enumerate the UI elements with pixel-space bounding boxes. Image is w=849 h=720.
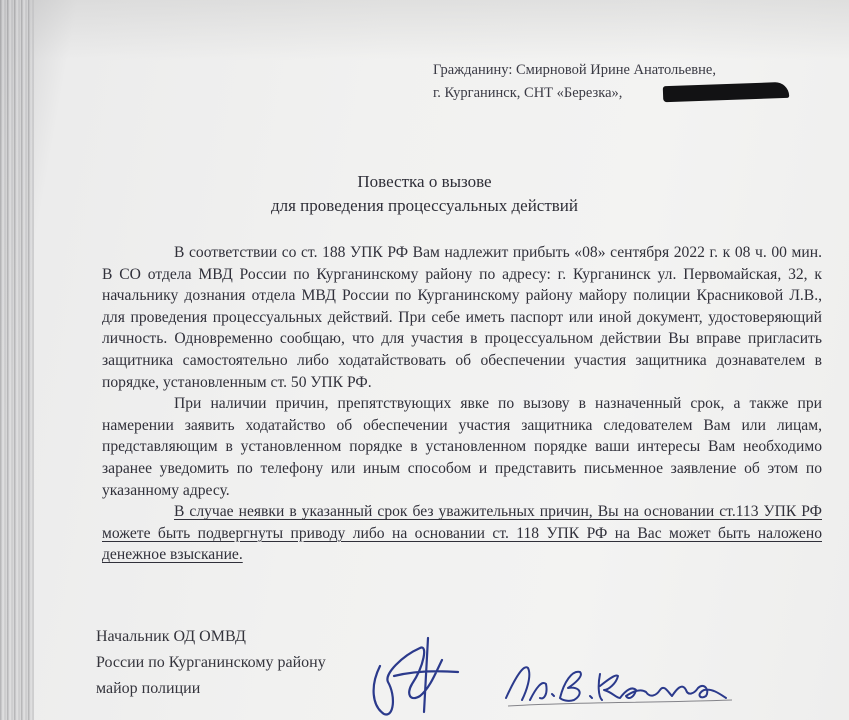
page-shadow — [30, 0, 849, 60]
paragraph-obstacles: При наличии причин, препятствующих явке по вызову в назначенный срок, а также при намерении заявить ходатайство об обеспечении участия защитника следователем Вам или лицам, представляющим в установленном порядке в установленном порядке ваши интересы Вам необходимо заранее уведомить по телефону или иным способом и представить письменное заявление об этом по указанному адресу. — [102, 395, 822, 499]
document-title: Повестка о вызове — [357, 172, 492, 191]
stacked-paper-edges — [0, 0, 34, 720]
redaction-mark — [663, 82, 789, 102]
document-body — [102, 242, 822, 566]
handwritten-signature — [350, 626, 470, 720]
paragraph-summons: В соответствии со ст. 188 УПК РФ Вам надлежит прибыть «08» сентября 2022 г. к 08 ч. 00 мин. В СО отдела МВД России по Курганинскому району по адресу: г. Курганинск ул. Первомайская, 32, к начальнику дознания отдела МВД России по Курганинскому району майору полиции Красниковой Л.В., для проведения процессуальных действий. При себе иметь паспорт или иной документ, удостоверяющий личность. Одновременно сообщаю, что для участия в процессуальном действии Вы вправе пригласить защитника самостоятельно либо ходатайствовать об обеспечении участия защитника дознавателем в порядке, установленным ст. 50 УПК РФ. — [102, 244, 822, 391]
handwritten-name — [500, 654, 740, 710]
recipient-line-2: г. Курганинск, СНТ «Березка», — [433, 85, 623, 101]
recipient-line-1: Гражданину: Смирновой Ирине Анатольевне, — [433, 62, 716, 78]
paragraph-penalty: В случае неявки в указанный срок без уважительных причин, Вы на основании ст.113 УПК РФ можете быть подвергнуты приводу либо на основании ст. 118 УПК РФ на Вас может быть наложено денежное взыскание. — [102, 503, 822, 564]
signatory-rank: майор полиции — [96, 680, 201, 697]
signatory-position: Начальник ОД ОМВД — [96, 628, 246, 645]
document-subtitle: для проведения процессуальных действий — [270, 196, 578, 215]
signatory-department: России по Курганинскому району — [96, 654, 326, 671]
